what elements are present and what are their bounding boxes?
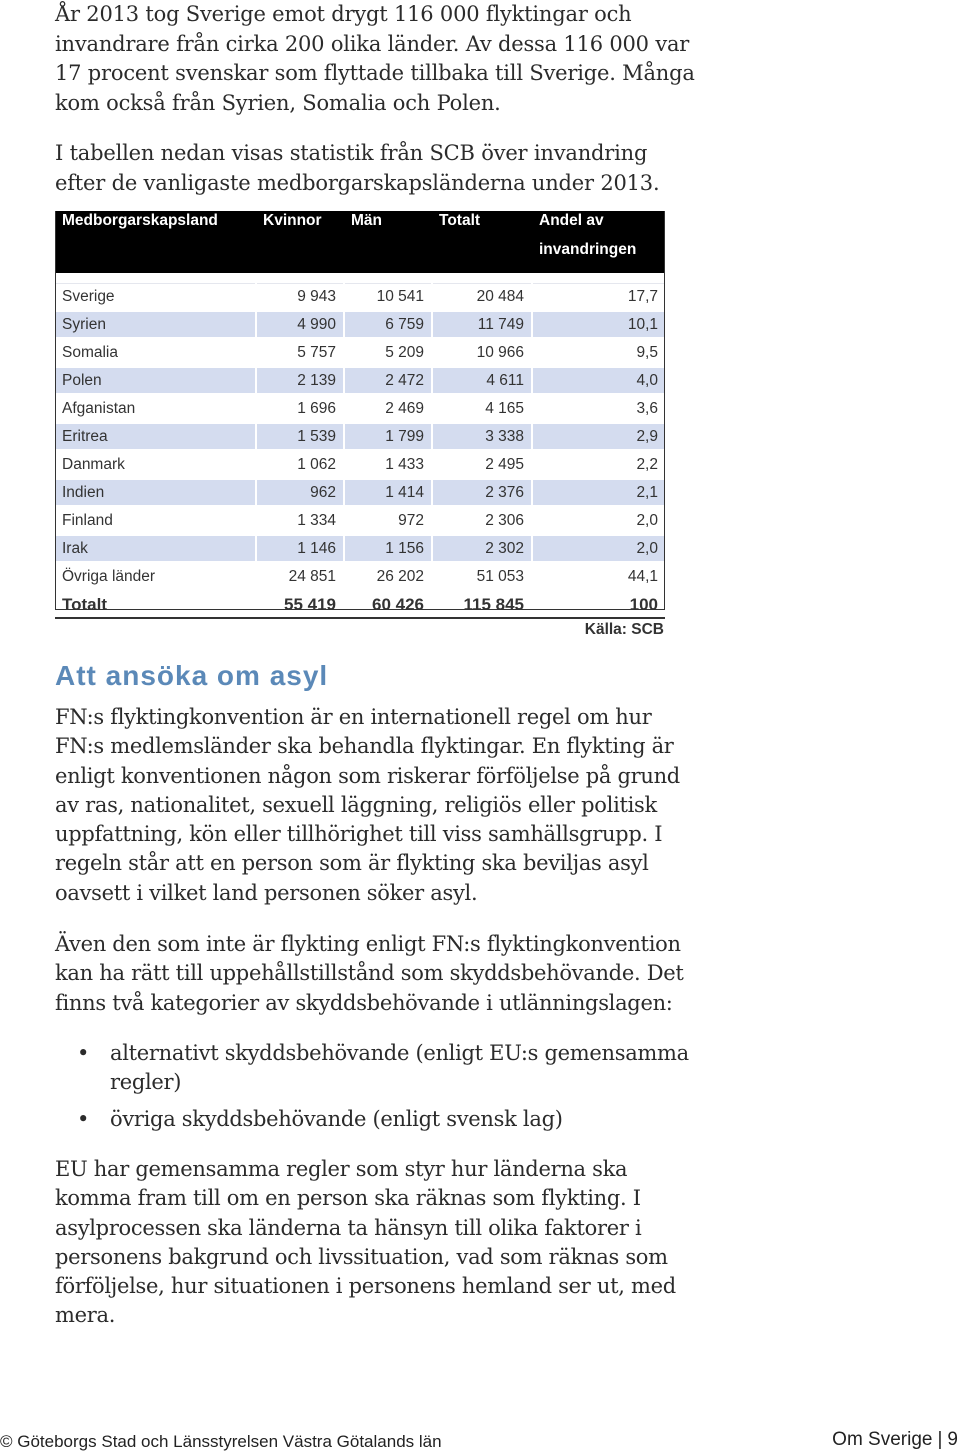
table-row [55, 367, 665, 395]
list-item: • alternativt skyddsbehövande (enligt EU:s gemensamma regler) [77, 1041, 689, 1095]
table-cell: Indien [55, 479, 256, 507]
table-cell: 5 757 [256, 339, 344, 367]
table-cell: 2 302 [432, 535, 532, 563]
table-cell: 10 541 [344, 284, 432, 311]
header-total: Totalt [432, 211, 532, 241]
table-row [55, 535, 665, 563]
table-cell: 6 759 [344, 311, 432, 339]
bullet-icon: • [77, 1041, 90, 1065]
table-cell: Afganistan [55, 395, 256, 423]
footer-copyright: © Göteborgs Stad och Länsstyrelsen Västra Götalands län [0, 1432, 442, 1451]
table-cell: 2 139 [256, 367, 344, 395]
table-cell: 9 943 [256, 284, 344, 311]
table-cell: 1 414 [344, 479, 432, 507]
table-row [55, 339, 665, 367]
protection-categories-list [55, 1039, 695, 1141]
table-cell: 972 [344, 507, 432, 535]
total-share: 100 [532, 591, 665, 619]
table-cell: 20 484 [432, 284, 532, 311]
table-cell: 1 334 [256, 507, 344, 535]
table-cell: 1 156 [344, 535, 432, 563]
table-row [55, 563, 665, 591]
table-cell: 9,5 [532, 339, 665, 367]
table-cell: 10,1 [532, 311, 665, 339]
section-heading: Att ansöka om asyl [55, 660, 329, 691]
table-cell: 2 306 [432, 507, 532, 535]
table-cell: Irak [55, 535, 256, 563]
table-cell: 2 472 [344, 367, 432, 395]
table-cell: 2 469 [344, 395, 432, 423]
table-cell: 11 749 [432, 311, 532, 339]
table-cell: 4,0 [532, 367, 665, 395]
table-cell: 2 495 [432, 451, 532, 479]
table-cell: Syrien [55, 311, 256, 339]
header-men: Män [344, 211, 432, 241]
intro-paragraph-1: År 2013 tog Sverige emot drygt 116 000 flyktingar och invandrare från cirka 200 olika länder. Av dessa 116 000 var 17 procent svenskar som flyttade tillbaka till Sverige. Många kom också från Syrien, Somalia och Polen. [55, 2, 695, 115]
header-share-line-2: invandringen [532, 241, 665, 273]
footer-page-info [832, 1429, 958, 1451]
total-total: 115 845 [432, 591, 532, 619]
table-body [55, 284, 665, 591]
table-cell: 4 165 [432, 395, 532, 423]
page-number: 9 [947, 1429, 958, 1450]
table-cell: Sverige [55, 284, 256, 311]
table-row [55, 284, 665, 311]
total-women: 55 419 [256, 591, 344, 619]
footer-book-title: Om Sverige [832, 1429, 933, 1450]
table-source: Källa: SCB [584, 621, 664, 638]
table-cell: 962 [256, 479, 344, 507]
table-cell: 1 799 [344, 423, 432, 451]
table-cell: 1 539 [256, 423, 344, 451]
table-row [55, 423, 665, 451]
table-cell: 2,1 [532, 479, 665, 507]
table-total-row [55, 591, 665, 619]
table-row [55, 479, 665, 507]
table-cell: Somalia [55, 339, 256, 367]
table-cell: Finland [55, 507, 256, 535]
total-label: Totalt [55, 591, 256, 619]
list-item: • övriga skyddsbehövande (enligt svensk lag) [55, 1105, 695, 1134]
table-cell: 3,6 [532, 395, 665, 423]
table-row [55, 451, 665, 479]
table-cell: Polen [55, 367, 256, 395]
table-cell: 3 338 [432, 423, 532, 451]
table-cell: 44,1 [532, 563, 665, 591]
table-cell: Eritrea [55, 423, 256, 451]
table-cell: 26 202 [344, 563, 432, 591]
bullet-icon: • [77, 1106, 90, 1131]
table-cell: 2,2 [532, 451, 665, 479]
table-cell: 4 611 [432, 367, 532, 395]
section-paragraph-1: FN:s flyktingkonvention är en internationell regel om hur FN:s medlemsländer ska behandla flyktingar. En flykting är enligt konventionen någon som riskerar förföljelse på grund av ras, nationalitet, sexuell läggning, religiös eller politisk uppfattning, kön eller tillhörighet till viss samhällsgrupp. I regeln står att en person som är flykting ska beviljas asyl oavsett i vilket land personen söker asyl. [55, 705, 680, 905]
table-cell: Övriga länder [55, 563, 256, 591]
immigration-statistics-table [55, 211, 665, 619]
table-cell: 2,9 [532, 423, 665, 451]
table-cell: 4 990 [256, 311, 344, 339]
table-row [55, 507, 665, 535]
table-cell: 24 851 [256, 563, 344, 591]
table-cell: Danmark [55, 451, 256, 479]
intro-paragraph-2: I tabellen nedan visas statistik från SCB över invandring efter de vanligaste medborgarskapsländerna under 2013. [55, 141, 660, 195]
table-row [55, 395, 665, 423]
footer-separator: | [937, 1429, 943, 1450]
header-citizenship-country: Medborgarskapsland [55, 211, 256, 241]
table-cell: 10 966 [432, 339, 532, 367]
header-women: Kvinnor [256, 211, 344, 241]
total-men: 60 426 [344, 591, 432, 619]
section-paragraph-2: Även den som inte är flykting enligt FN:s flyktingkonvention kan ha rätt till uppehållstillstånd som skyddsbehövande. Det finns två kategorier av skyddsbehövande i utlänningslagen: [55, 932, 684, 1015]
table-cell: 1 146 [256, 535, 344, 563]
table-cell: 1 696 [256, 395, 344, 423]
table-header-row-2 [55, 241, 665, 273]
table-cell: 1 433 [344, 451, 432, 479]
table-cell: 5 209 [344, 339, 432, 367]
table-cell: 1 062 [256, 451, 344, 479]
table-cell: 2,0 [532, 535, 665, 563]
table-cell: 17,7 [532, 284, 665, 311]
header-share: Andel av [532, 211, 665, 241]
section-paragraph-3: EU har gemensamma regler som styr hur länderna ska komma fram till om en person ska räknas som flykting. I asylprocessen ska länderna ta hänsyn till olika faktorer i personens bakgrund och livssituation, vad som räknas som förföljelse, hur situationen i personens hemland ser ut, med mera. [55, 1157, 676, 1328]
table-cell: 2 376 [432, 479, 532, 507]
table-cell: 2,0 [532, 507, 665, 535]
table-header-row [55, 211, 665, 241]
table-row [55, 311, 665, 339]
table-cell: 51 053 [432, 563, 532, 591]
